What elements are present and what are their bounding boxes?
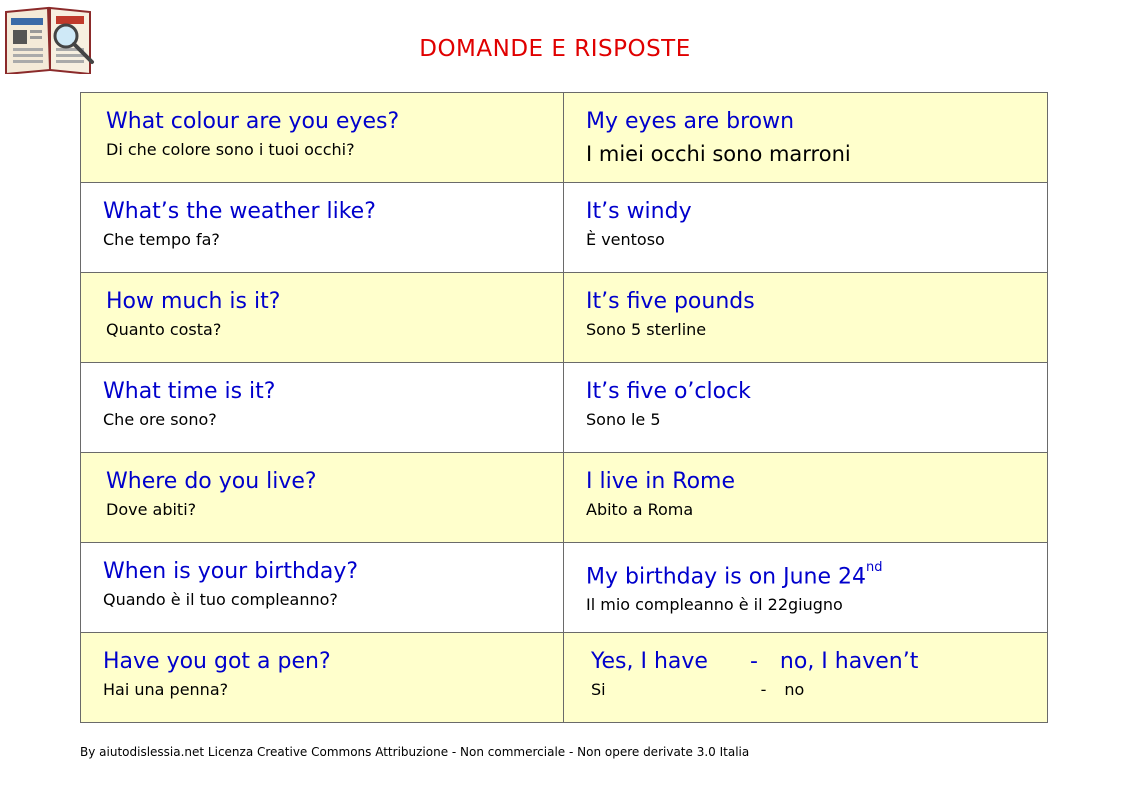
answer-cell [564, 93, 1048, 183]
question-italian: Quando è il tuo compleanno? [103, 590, 338, 609]
question-cell [81, 453, 564, 543]
table-row [81, 633, 1048, 723]
table-row [81, 363, 1048, 453]
answer-si: Si [591, 680, 606, 699]
answer-cell [564, 453, 1048, 543]
answer-italian: È ventoso [586, 230, 665, 249]
answer-english: I live in Rome [586, 469, 736, 494]
question-italian: Di che colore sono i tuoi occhi? [106, 140, 355, 159]
question-english: What time is it? [103, 379, 276, 404]
table-row [81, 183, 1048, 273]
question-italian: Quanto costa? [106, 320, 222, 339]
question-english: Where do you live? [106, 469, 317, 494]
answer-english [586, 647, 1047, 677]
answer-english-text: My birthday is on June 24 [586, 564, 867, 590]
question-english: What’s the weather like? [103, 199, 376, 224]
license-footer: By aiutodislessia.net Licenza Creative Commons Attribuzione - Non commerciale - Non opere derivate 3.0 Italia [80, 745, 750, 759]
answer-cell [564, 363, 1048, 453]
question-italian: Hai una penna? [103, 680, 229, 699]
answer-italian: Abito a Roma [586, 500, 694, 519]
answer-italian: Il mio compleanno è il 22giugno [586, 595, 843, 615]
answer-english: It’s five o’clock [586, 379, 751, 404]
question-cell [81, 93, 564, 183]
question-italian: Che tempo fa? [103, 230, 220, 249]
question-cell [81, 633, 564, 723]
question-cell [81, 183, 564, 273]
answer-cell [564, 543, 1048, 633]
answer-dash-italian: - [760, 680, 767, 699]
question-italian: Dove abiti? [106, 500, 197, 519]
answer-italian [586, 677, 1047, 703]
table-row [81, 273, 1048, 363]
table-row [81, 453, 1048, 543]
question-italian: Che ore sono? [103, 410, 217, 429]
answer-italian: I miei occhi sono marroni [586, 142, 851, 166]
page-title: DOMANDE E RISPOSTE [419, 36, 691, 62]
table-row [81, 93, 1048, 183]
question-cell [81, 273, 564, 363]
table-row [81, 543, 1048, 633]
answer-italian: Sono 5 sterline [586, 320, 707, 339]
question-english: How much is it? [106, 289, 281, 314]
qa-table [80, 92, 1048, 723]
question-cell [81, 543, 564, 633]
answer-cell [564, 273, 1048, 363]
answer-dash: - [749, 649, 758, 674]
question-cell [81, 363, 564, 453]
answer-cell [564, 183, 1048, 273]
question-english: Have you got a pen? [103, 649, 331, 674]
answer-no: no, I haven’t [779, 649, 919, 674]
answer-english: It’s five pounds [586, 289, 755, 314]
answer-english: My eyes are brown [586, 109, 795, 134]
answer-yes: Yes, I have [591, 649, 708, 674]
ordinal-suffix: nd [866, 560, 883, 575]
answer-no-italian: no [784, 680, 805, 699]
question-english: What colour are you eyes? [106, 109, 400, 134]
answer-italian: Sono le 5 [586, 410, 661, 429]
answer-english [586, 557, 1047, 592]
question-english: When is your birthday? [103, 559, 359, 584]
answer-english: It’s windy [586, 199, 692, 224]
answer-cell [564, 633, 1048, 723]
